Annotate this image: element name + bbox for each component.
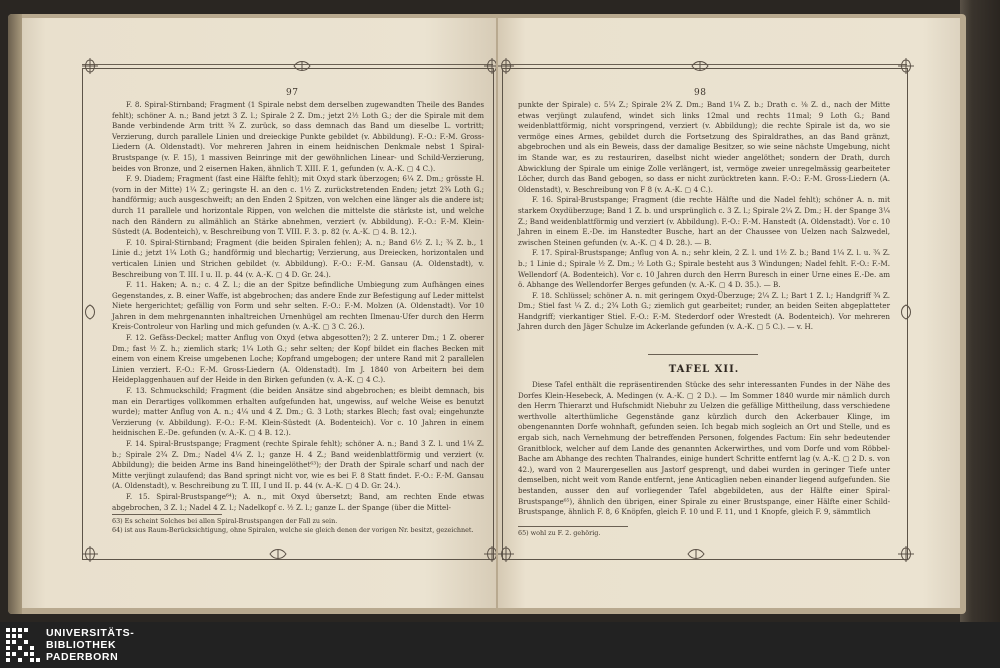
- corner-ornament-icon: [482, 546, 496, 562]
- corner-ornament-icon: [80, 546, 100, 562]
- page-number: 98: [694, 88, 707, 98]
- book-spine: [8, 14, 22, 614]
- paragraph: F. 11. Haken; A. n.; c. 4 Z. l.; die an der Spitze befindliche Umbiegung zum Aufhängen eines Gegenstandes, z. B. einer Waffe, ist abgebrochen; das andere Ende zur Befestigung auf Leder mittelst Niete hergerichtet; gefällig von Form und sehr selten. F.-O.: F.-M. Molzen (A. Oldenstadt). Vor 10 Jahren in dem mehrgenannten inhaltreichen Urnenhügel am rechten Ilmenau-Ufer durch den Herrn Kreis-Controleur von Harling und mich gefunden (v. A.-K. ▢ 3 C. 26.).: [112, 280, 484, 332]
- paragraph: F. 9. Diadem; Fragment (fast eine Hälfte fehlt); mit Oxyd stark überzogen; 6¼ Z. Dm.; grösste H. (vorn in der Mitte) 1¼ Z.; geringste H. an den c. 1½ Z. zurückstretenden Enden; jetzt 2¾ Loth G.; handförmig; auch ausgeschweift; an den Enden 2 Spitzen, von welchen eine länger als die andere ist; durch 11 parallele und horizontale Rippen, von welchen die mittelste die stärkste ist, und welche nach den Rändern zu allmählich an Stärke abnehmen, verziert (v. Abbildung). F.-O.: F.-M. Klein-Süstedt (A. Bodenteich), v. Beschreibung von T. VIII. F. 3. p. 82 (v. A.-K. ▢ 4. B. 12.).: [112, 174, 484, 237]
- paragraph: F. 17. Spiral-Brustspange; Anflug von A. n.; sehr klein, 2 Z. l. und 1½ Z. b.; Band 1¼ Z. l. u. ¾ Z. b.; 1 Linie d.; Spirale ½ Z. Dm.; ½ Loth G.; Spirale besteht aus 3 Windungen; Nadel fehlt. F.-O.: F.-M. Wellendorf (A. Bodenteich). Vor c. 10 Jahren durch den Herrn Buresch in einer Urne eines E.-De. am ö. Abhange des Wellendorfer Berges gefunden (v. A.-K. ▢ 4 D. 35.). — B.: [518, 248, 890, 290]
- library-name-line: UNIVERSITÄTS-: [46, 627, 135, 639]
- right-page: [498, 18, 960, 608]
- paragraph: F. 13. Schmuckschild; Fragment (die beiden Ansätze sind abgebrochen; es bleibt demnach, bis man ein Derartiges vollkommen erhalten aufgefunden hat, ungewiss, auf welche Weise es benutzt wurde); matter Anflug von A. n.; 4¼ und 4 Z. Dm.; G. 3 Loth; starkes Blech; fast oval; eingehunzte Verzierung (v. Abbildung). F.-O.: F.-M. Klein-Süstedt (A. Bodenteich). Vor c. 10 Jahren in einem heidnischen E.-De. gefunden (v. A.-K. ▢ 4 B. 12.).: [112, 386, 484, 438]
- library-name-line: BIBLIOTHEK: [46, 639, 117, 651]
- paragraph: Diese Tafel enthält die repräsentirenden Stücke des sehr interessanten Fundes in der Nähe des Dorfes Klein-Hesebeck, A. Medingen (v. A.-K. ▢ 2 D.). — Im Sommer 1840 wurde mir nämlich durch den Herrn Thierarzt und Hufschmidt Niebuhr zu Uelzen die gefällige Mittheilung, dass verschiedene werthvolle alterthümliche Gegenstände ganz kürzlich durch den Ackerbauer Klinge, im obengenannten Dorfe wohnhaft, gefunden seien. Ich begab mich sogleich an Ort und Stelle, und es ergab sich, nach Vernehmung der betreffenden Personen, folgendes Factum: Ein sehr bedeutender Granitblock, welcher auf dem Lande des genannten Ackerwirthes, und vom Dorfe und vom Röbbel-Bache am Abhange des rechten Thalrandes, einige hundert Schritte entfernt lag (v. A.-K. ▢ 2 D. s. von 42.), ward von 2 Maurergesellen aus Jastorf gesprengt, und dabei wurden in geringer Tiefe unter demselben, nicht weit vom Rande entfernt, jene Anticaglien neben einander liegend aufgefunden. Sie bestanden, ausser den auf vorliegender Tafel abgebildeten, aus der Hälfte einer Spiral-Brustspange⁶⁵), ähnlich den übrigen, einer Spirale zu einer Brustspange, einer Hälfte einer Schild-Brustspange, ähnlich F. 8, 6 Knöpfen, gleich F. 10 und F. 11, und 1 Knopfe, gleich F. 9, sämmtlich: [518, 380, 890, 517]
- right-footnotes: [518, 529, 890, 538]
- open-book: [8, 14, 966, 614]
- footnote: 64) ist aus Raum-Berücksichtigung, ohne Spiralen, welche sie gleich denen der vorigen Nr. besitzt, gezeichnet.: [112, 526, 474, 534]
- right-body-text: [518, 100, 890, 333]
- side-ornament-icon: [80, 304, 100, 320]
- left-page: [22, 18, 496, 608]
- paragraph: F. 16. Spiral-Brustspange; Fragment (die rechte Hälfte und die Nadel fehlt); schöner A. n. mit starkem Oxydüberzuge; Band 1 Z. b. und ursprünglich c. 3 Z. l.; Spirale 2¼ Z. Dm.; H. der Spange 3¼ Z.; Band weidenblattförmig und verziert (v. Abbildung). F.-O.: F.-M. Hanstedt (A. Oldenstadt). Vor c. 10 Jahren in einem E.-De. im Hanstedter Busche, hart an der Chaussee von Uelzen nach Salzwedel, zwischen Steinen gefunden (v. A.-K. ▢ 4 D. 28.). — B.: [518, 195, 890, 247]
- library-name: [46, 627, 134, 663]
- corner-ornament-icon: [896, 546, 916, 562]
- side-ornament-icon: [896, 304, 916, 320]
- bottom-ornament-icon: [686, 546, 706, 562]
- footnote: 65) wohl zu F. 2. gehörig.: [518, 529, 601, 537]
- library-footer: [0, 622, 1000, 668]
- top-rule-left: [82, 64, 493, 65]
- section-heading: TAFEL XII.: [668, 364, 740, 375]
- footnote-rule: [112, 514, 222, 515]
- footnote-rule: [518, 526, 628, 527]
- paragraph: F. 8. Spiral-Stirnband; Fragment (1 Spirale nebst dem derselben zugewandten Theile des Bandes fehlt); schöner A. n.; Band jetzt 3 Z. l.; Spirale 2 Z. Dm.; jetzt 2½ Loth G.; der die Spirale mit dem Bande verbindende Arm tritt ¾ Z. zurück, so dass demnach das Band um dieselbe L. vortritt; Verzierung, durch parallele Linien und dreieckige Punkte gebildet (v. Abbildung). F.-O.: F.-M. Gross-Liedern (A. Oldenstadt). Vor mehreren Jahren in einem heidnischen Denkmale nebst 1 Spiral-Brustspange (v. F. 15), 1 massiven Beinringe mit der gewöhnlichen Linear- und Schild-Verzierung, beides von Bronze, und 2 eisernen Haken, ähnlich T. XIII. F. 1, gefunden (v. A.-K. ▢ 4 C.).: [112, 100, 484, 173]
- page-number: 97: [286, 88, 299, 98]
- paragraph: punkte der Spirale) c. 5¼ Z.; Spirale 2¾ Z. Dm.; Band 1¼ Z. b.; Drath c. ⅛ Z. d., nach der Mitte etwas verjüngt zulaufend, windet sich links 12mal und rechts 11mal; 9 Loth G.; Band weidenblattförmig, nicht vorspringend, verziert (v. Abbildung); die rechte Spirale ist da, wo sie vermöge eines Armes, gebildet durch die Fortsetzung des Spiraldrathes, an das Band gränzt, abgebrochen und als ein Beweis, dass der damalige Besitzer, so wie seine nächste Umgebung, nicht im Stande war, es zu restauriren, daselbst nicht wieder angelöthet; sondern der Drath, durch Abwicklung der Spirale um einige Zolle verlängert, ist, vermöge zweier unregelmässig gearbeiteter Löcher, durch das Band gebogen, so dass er nicht zurücktreten kann. F.-O.: F.-M. Gross-Liedern (A. Oldenstadt), v. Beschreibung von F 8 (v. A.-K. ▢ 4 C.).: [518, 100, 890, 194]
- book-cover-edge: [960, 0, 1000, 622]
- corner-ornament-icon: [80, 58, 100, 74]
- footnote: 63) Es scheint Solches bei allen Spiral-Brustspangen der Fall zu sein.: [112, 517, 338, 525]
- corner-ornament-icon: [896, 58, 916, 74]
- paragraph: F. 18. Schlüssel; schöner A. n. mit geringem Oxyd-Überzuge; 2¼ Z. l.; Bart 1 Z. l.; Handgriff ¾ Z. Dm.; Stiel fast ¼ Z. d.; 2¾ Loth G.; ziemlich gut gearbeitet; runder, an beiden Seiten abgeplatteter Handgriff; vierkantiger Stiel. F.-O.: F.-M. Stederdorf oder Wrestedt (A. Bodenteich). Vor mehreren Jahren durch den Jäger Schulze im Ackerlande gefunden (v. A.-K. ▢ 5 C.). — v. H.: [518, 290, 890, 332]
- left-body-text: [112, 100, 484, 513]
- bottom-ornament-icon: [268, 546, 288, 562]
- corner-ornament-icon: [498, 58, 516, 74]
- university-library-logo-icon: [6, 628, 40, 662]
- top-ornament-icon: [690, 58, 710, 74]
- paragraph: F. 15. Spiral-Brustspange⁶⁴); A. n., mit Oxyd übersetzt; Band, am rechten Ende etwas abgebrochen, 3 Z. l.; Nadel 4 Z. l.; Nadelkopf c. ½ Z. l.; ganze L. der Spange (über die Mittel-: [112, 491, 484, 512]
- paragraph: F. 10. Spiral-Stirnband; Fragment (die beiden Spiralen fehlen); A. n.; Band 6½ Z. l.; ¾ Z. b., 1 Linie d.; jetzt 1¼ Loth G.; handförmig und blechartig; Verzierung, aus Dreiecken, horizontalen und verticalen Linien und Strichen gebildet (v. Abbildung). F.-O.: F.-M. Gansau (A. Oldenstadt), v. Beschreibung von T. III. I u. II. p. 44 (v. A.-K. ▢ 4 D. Gr. 24.).: [112, 237, 484, 279]
- corner-ornament-icon: [498, 546, 516, 562]
- top-ornament-icon: [292, 58, 312, 74]
- section-rule: [648, 354, 758, 355]
- right-intro-text: [518, 380, 890, 518]
- left-footnotes: [112, 517, 484, 535]
- paragraph: F. 12. Gefäss-Deckel; matter Anflug von Oxyd (etwa abgesotten?); 2 Z. unterer Dm.; 1 Z. oberer Dm.; fast ½ Z. h.; ziemlich stark; 1¼ Loth G.; sehr selten; der Kopf bildet ein flaches Becken mit einem von einem Kreise umgebenen Loche; Kopfrand umgebogen; der untere Rand mit 2 parallelen Linien verziert. F.-O.: F.-M. Gross-Liedern (A. Oldenstadt). Im J. 1840 von Arbeitern bei dem Heideplaggenhauen auf der Heide in den Birken gefunden (v. A.-K. ▢ 4 C.).: [112, 333, 484, 385]
- library-name-line: PADERBORN: [46, 651, 119, 663]
- corner-ornament-icon: [482, 58, 496, 74]
- paragraph: F. 14. Spiral-Brustspange; Fragment (rechte Spirale fehlt); schöner A. n.; Band 3 Z. l. und 1¼ Z. b.; Spirale 2¾ Z. Dm.; Nadel 4¼ Z. l.; ganze H. 4 Z.; Band weidenblattförmig und verziert (v. Abbildung); die beiden Arme ins Band hineingelöthet⁶³); der Drath der Spirale scharf und nach der Mitte verjüngt zulaufend; das Band springt nicht vor, wie es bei F. 8 Statt findet. F.-O.: F.-M. Gansau (A. Oldenstadt), v. Beschreibung zu T. III, I und II. p. 44 (v. A.-K. ▢ 4 D. Gr. 24.).: [112, 439, 484, 491]
